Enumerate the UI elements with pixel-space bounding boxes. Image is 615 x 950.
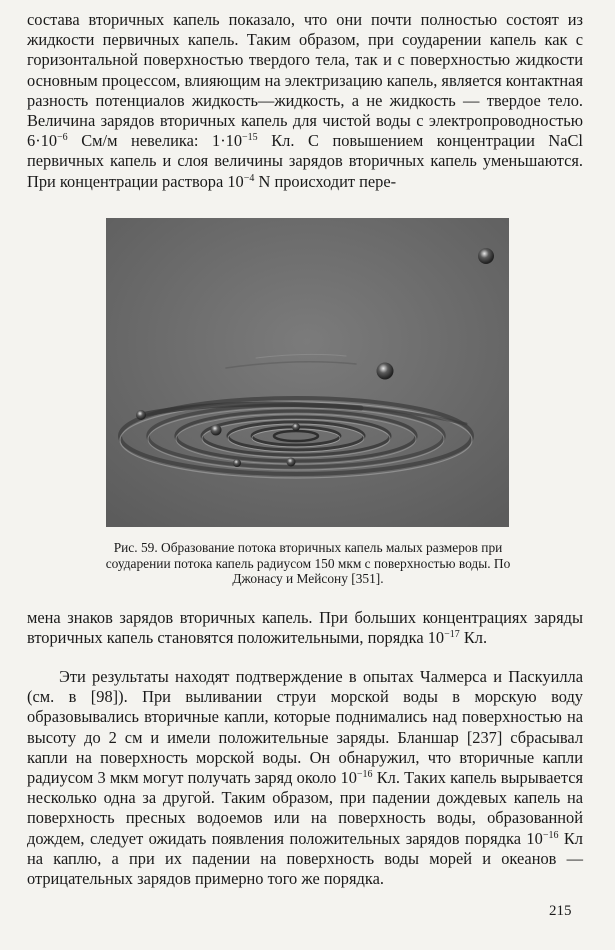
paragraph-1-text-1: состава вторичных капель показало, что они почти полностью состоят из жидкости первичных капель. Таким образом, при соударении капель как с горизонтальной поверхностью твердого тела, так и с поверхностью жидкости основным процессом, влияющим на электризацию капель, является контактная разность потенциалов жидкость—жидкость, а не жидкость — твердое тело. Величина зарядов вторичных капель для чистой воды с электропроводностью 6·10 [27,10,583,151]
paragraph-1-exponent-1: −6 [57,132,68,144]
paragraph-1-exponent-2: −15 [242,132,258,144]
ripple-photo-graphic [106,218,509,527]
paragraph-1-text-2: См/м невелика: 1·10 [67,131,243,151]
paragraph-1-text-3: Кл. С повышением концентрации NaCl первичных капель и слоя величины зарядов вторичных капель уменьшаются. При концентрации раствора 10 [27,131,583,191]
paragraph-1-exponent-3: −4 [243,172,255,184]
paragraph-2-exponent-1: −17 [444,629,460,641]
paragraph-2-text-2: Кл. [459,628,488,648]
paragraph-1 [27,10,583,192]
paragraph-2-text-1: мена знаков зарядов вторичных капель. При больших концентрациях заряды вторичных капель становятся положительными, порядка 10 [27,608,583,648]
paragraph-3-exponent-2: −16 [542,829,559,841]
paragraph-2 [27,608,583,648]
paragraph-3 [27,667,583,889]
paragraph-3-exponent-1: −16 [356,769,373,781]
paragraph-1-text-4: N происходит пере- [254,171,397,191]
page-number: 215 [549,903,572,919]
paragraph-3-text-2: Кл. Таких капель вырывается несколько одна за другой. Таким образом, при падении дождевых капель на поверхность пресных водоемов или на поверхность воды, образованной дождем, следует ожидать появления положительных зарядов порядка 10 [27,768,584,848]
figure-caption: Рис. 59. Образование потока вторичных капель малых размеров при соударении потока капель радиусом 150 мкм с поверхностью воды. По Джонасу и Мейсону [351]. [105,540,511,587]
figure-photo-droplet-ripples [106,218,509,527]
paragraph-3-text-1: Эти результаты находят подтверждение в опытах Чалмерса и Паскуилла (см. в [98]). При выливании струи морской воды в морскую воду образовывались вторичные капли, которые поднимались над поверхностью на высоту до 2 см и имели положительные заряды. Бланшар [237] сбрасывал капли на поверхность морской воды. Он обнаружил, что вторичные капли радиусом 3 мкм могут получать заряд около 10 [27,667,583,788]
paragraph-3-text-3: Кл на каплю, а при их падении на поверхность воды морей и океанов — отрицательных зарядов примерно того же порядка. [27,828,583,889]
